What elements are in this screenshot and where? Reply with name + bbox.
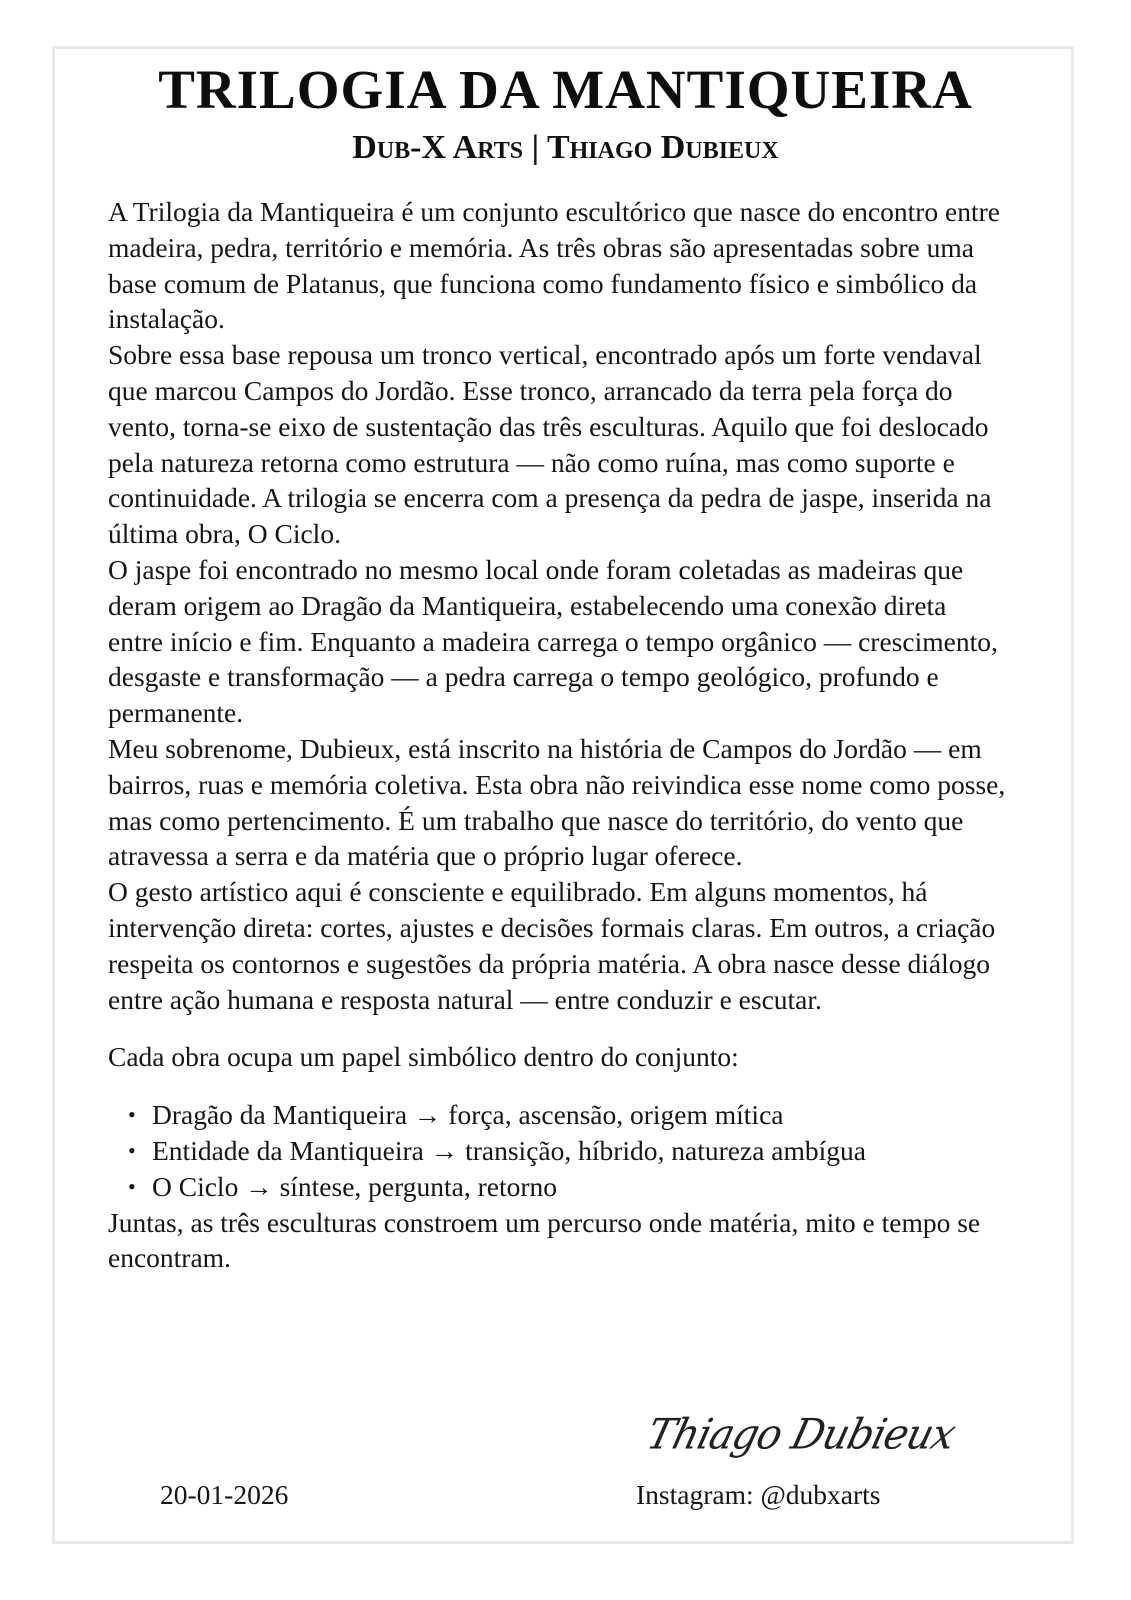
bullet-icon: • xyxy=(128,1173,136,1199)
document-title: TRILOGIA DA MANTIQUEIRA xyxy=(158,59,973,120)
paragraph-tronco: Sobre essa base repousa um tronco vertical, encontrado após um forte vendaval que marcou Campos do Jordão. Esse tronco, arrancado da terra pela força do vento, torna-se eixo de sustentação das três esculturas. Aquilo que foi deslocado pela natureza retorna como estrutura — não como ruína, mas como suporte e continuidade. A trilogia se encerra com a presença da pedra de jaspe, inserida na última obra, O Ciclo. xyxy=(108,339,992,550)
document-body xyxy=(108,194,1008,1276)
paragraph-gesto: O gesto artístico aqui é consciente e equilibrado. Em alguns momentos, há intervenção direta: cortes, ajustes e decisões formais claras. Em outros, a criação respeita os contornos e sugestões da própria matéria. A obra nasce desse diálogo entre ação humana e resposta natural — entre conduzir e escutar. xyxy=(108,876,996,1015)
paragraph-sobrenome: Meu sobrenome, Dubieux, está inscrito na história de Campos do Jordão — em bairros, ruas e memória coletiva. Esta obra não reivindica esse nome como posse, mas como pertencimento. É um trabalho que nasce do território, do vento que atravessa a serra e da matéria que o próprio lugar oferece. xyxy=(108,732,1006,872)
signature: Thiago Dubieux xyxy=(641,1410,960,1460)
document-date: 20-01-2026 xyxy=(160,1479,289,1510)
list-item-text: Entidade da Mantiqueira → transição, híbrido, natureza ambígua xyxy=(152,1134,866,1166)
document-subtitle: Dub-X Arts | Thiago Dubieux xyxy=(352,129,779,166)
paragraph-jaspe: O jaspe foi encontrado no mesmo local onde foram coletadas as madeiras que deram origem ao Dragão da Mantiqueira, estabelecendo uma conexão direta entre início e fim. Enquanto a madeira carrega o tempo orgânico — crescimento, desgaste e transformação — a pedra carrega o tempo geológico, profundo e permanente. xyxy=(108,553,998,729)
list-intro: Cada obra ocupa um papel simbólico dentro do conjunto: xyxy=(108,1041,739,1073)
works-list xyxy=(108,1097,1008,1204)
list-item xyxy=(128,1097,1008,1133)
bullet-icon: • xyxy=(128,1137,136,1163)
list-item xyxy=(128,1169,1008,1205)
list-item-text: Dragão da Mantiqueira → força, ascensão, origem mítica xyxy=(152,1099,784,1131)
closing-paragraph: Juntas, as três esculturas constroem um percurso onde matéria, mito e tempo se encontram. xyxy=(108,1206,981,1274)
instagram-handle: Instagram: @dubxarts xyxy=(636,1479,881,1510)
bullet-icon: • xyxy=(128,1102,136,1128)
list-item-text: O Ciclo → síntese, pergunta, retorno xyxy=(152,1170,558,1202)
paragraph-intro: A Trilogia da Mantiqueira é um conjunto escultórico que nasce do encontro entre madeira, pedra, território e memória. As três obras são apresentadas sobre uma base comum de Platanus, que funciona como fundamento físico e simbólico da instalação. xyxy=(108,196,1000,335)
list-item xyxy=(128,1133,1008,1169)
